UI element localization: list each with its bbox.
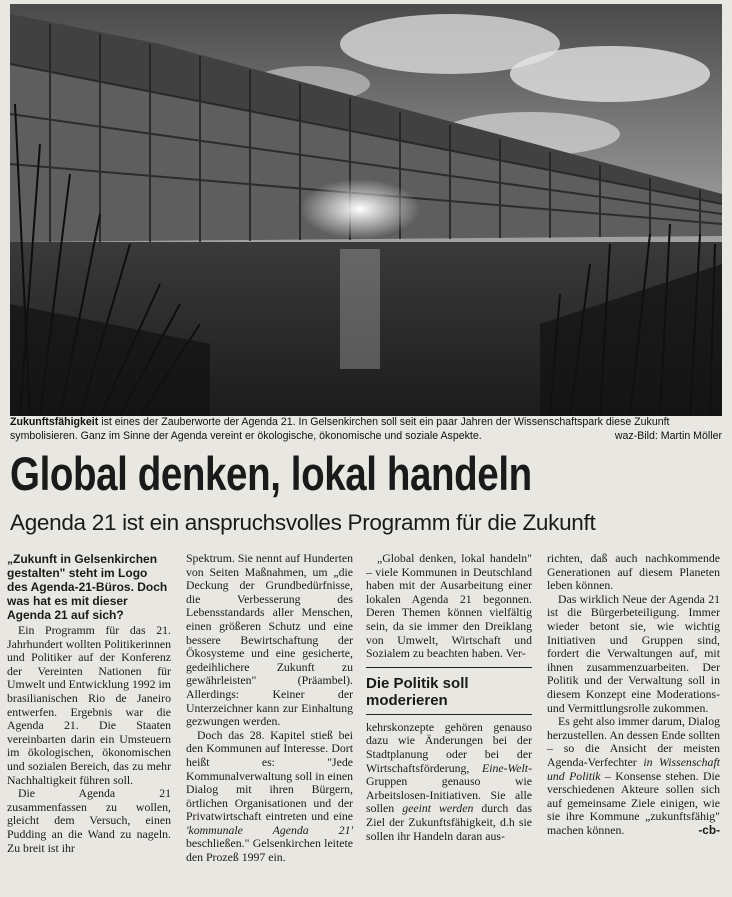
article-intro: „Zukunft in Gelsenkirchen gestalten" steht im Logo des Agenda-21-Büros. Doch was hat es mit dieser Agenda 21 auf sich? xyxy=(7,552,168,622)
caption-text: ist eines der Zauberworte der Agenda 21. In Gelsenkirchen soll seit ein paar Jahren der Wissenschaftspark diese Zukunft symbolisieren. Ganz im Sinne der Agenda vereint er ökologische, ökonomische und soziale Aspekte. xyxy=(10,416,670,442)
paragraph: Spektrum. Sie nennt auf Hunderten von Seiten Maßnahmen, um „die Deckung der Grundbedürfnisse, die Verbesserung des Lebensstandards aller Menschen, einen größeren Schutz und eine bessere Bewirtschaftung der Ökosysteme und eine gesicherte, gedeihlichere Zukunft zu gewährleisten" (Präambel). Allerdings: Keiner der Unterzeichner kann zur Einhaltung gezwungen werden. xyxy=(186,551,353,729)
paragraph-text: Gruppen genauso wie Arbeitslosen-Initiativen. Sie alle sollen xyxy=(366,774,532,816)
article-column-3 xyxy=(366,552,532,843)
paragraph-text: Doch das 28. Kapitel stieß bei den Kommunen auf Interesse. Dort heißt es: "Jede Kommunalverwaltung soll in einen Dialog mit ihren Bürgern, örtlichen Organisationen und der Privatwirtschaft eintreten und eine xyxy=(186,727,353,824)
paragraph-text: durch das Ziel der Zukunftsfähigkeit, d.h sie sollen ihr Handeln daran aus- xyxy=(366,801,532,843)
emphasis: in Wissenschaft und Politik xyxy=(547,754,721,783)
paragraph-text: beschließen." Gelsenkirchen leitete den Prozeß 1997 ein. xyxy=(186,836,353,865)
paragraph: Die Agenda 21 zusammenfassen zu wollen, gleicht dem Versuch, einen Pudding an die Wand zu nageln. Zu breit ist ihr xyxy=(7,786,171,855)
emphasis: 'kommunale Agenda 21' xyxy=(186,822,353,837)
author-signature: -cb- xyxy=(698,822,720,837)
paragraph xyxy=(366,721,532,843)
paragraph xyxy=(547,715,720,837)
article-photo xyxy=(10,4,722,416)
article-column-1 xyxy=(7,552,171,855)
photo-credit: waz-Bild: Martin Möller xyxy=(614,429,722,442)
paragraph xyxy=(186,729,353,865)
article-column-2 xyxy=(186,552,353,865)
paragraph-text: kehrskonzepte gehören genauso dazu wie Änderungen bei der Stadtplanung oder bei der Wirtschaftsförderung, xyxy=(366,719,532,775)
emphasis: Eine-Welt- xyxy=(481,760,532,775)
emphasis: geeint werden xyxy=(402,801,474,816)
subheadline: Agenda 21 ist ein anspruchsvolles Programm für die Zukunft xyxy=(10,510,596,535)
caption-lead: Zukunftsfähigkeit xyxy=(10,416,99,428)
paragraph: Das wirklich Neue der Agenda 21 ist die Bürgerbeteiligung. Immer wieder betont sie, wie wichtig Initiativen und Gruppen sind, fordert die Verwaltungen auf, mit ihnen zusammenzuarbeiten. Der Politik und der Verwaltung soll in diesem Konzept eine Moderations- und Vermittlungsrolle zukommen. xyxy=(547,591,720,715)
paragraph: Ein Programm für das 21. Jahrhundert wollten Politikerinnen und Politiker auf der Konferenz der Vereinten Nationen für Umwelt und Entwicklung 1992 im brasilianischen Rio de Janeiro entwerfen. Ergebnis war die Agenda 21. Die Staaten vereinbarten darin ein Umsteuern im ökologischen, ökonomischen und sozialen Bereich, das zu mehr Nachhaltigkeit führen soll. xyxy=(7,623,171,787)
paragraph-text: – Konsense stehen. Die verschiedenen Akteure sollen sich auf gemeinsame Ziele einigen, wie sie ihre Kommune „zukunftsfähig" machen können. xyxy=(547,768,720,837)
paragraph: richten, daß auch nachkommende Generationen auf diesem Planeten leben können. xyxy=(547,551,720,593)
section-heading: Die Politik soll moderieren xyxy=(366,667,532,715)
article-column-4 xyxy=(547,552,720,837)
greenhouse-lake-photo-icon xyxy=(10,4,722,416)
photo-caption xyxy=(10,416,722,443)
paragraph: „Global denken, lokal handeln" – viele Kommunen in Deutschland haben mit der Ausarbeitung einer lokalen Agenda 21 begonnen. Deren Themen können vielfältig sein, da sie immer den Dreiklang von Umwelt, Wirtschaft und Sozialem zu beachten haben. Ver- xyxy=(366,551,532,661)
paragraph-text: Es geht also immer darum, Dialog herzustellen. An dessen Ende sollten – so die Ansicht der meisten Agenda-Verfechter xyxy=(547,714,720,769)
headline: Global denken, lokal handeln xyxy=(10,447,532,500)
